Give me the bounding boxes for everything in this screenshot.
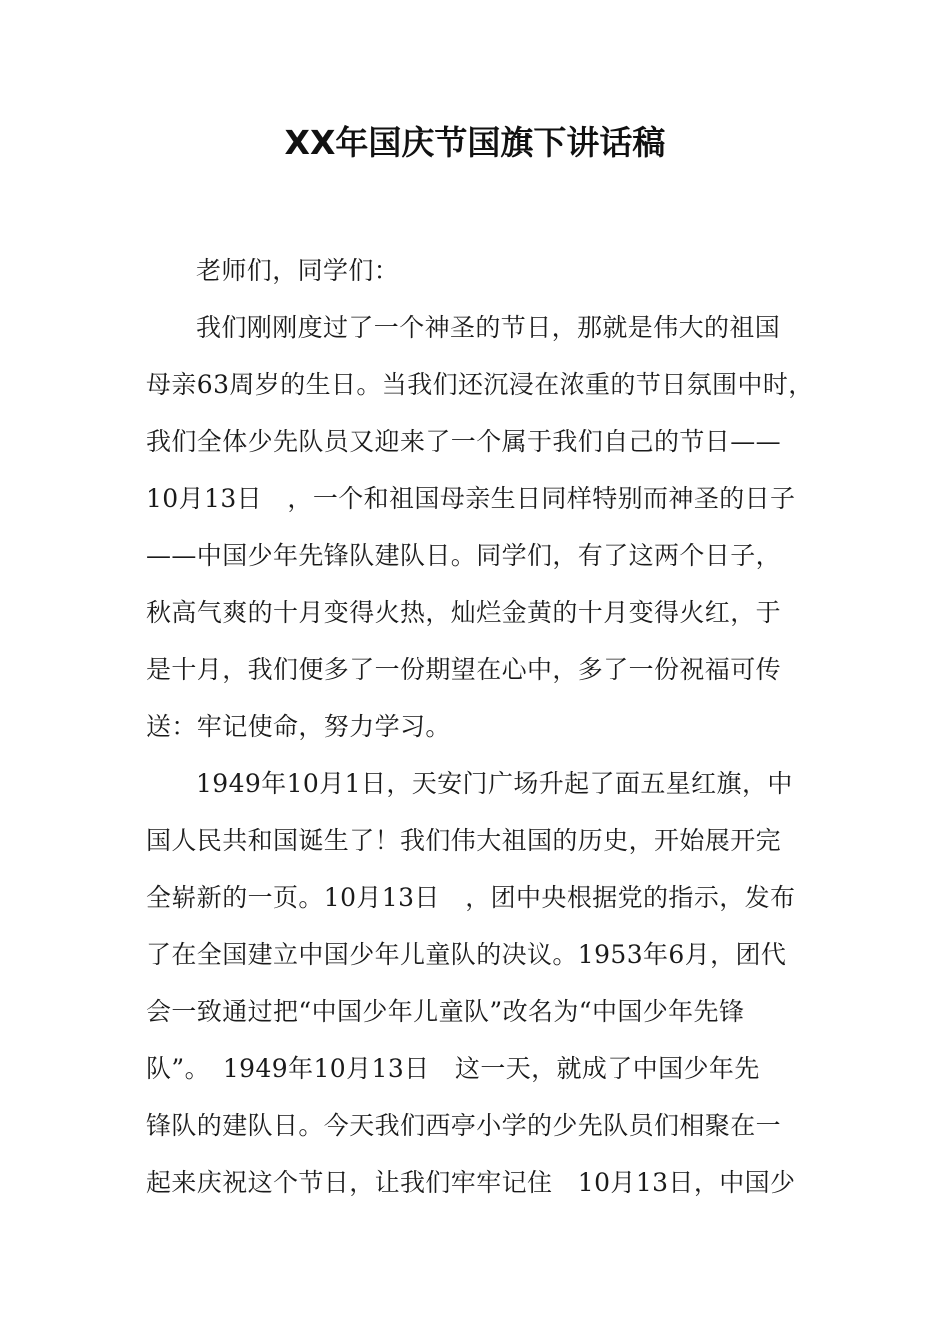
paragraph-line: 1949年10月1日，天安门广场升起了面五星红旗，中 — [196, 769, 793, 798]
document-title: XX年国庆节国旗下讲话稿 — [284, 123, 666, 162]
paragraph-line: 老师们，同学们： — [196, 256, 400, 285]
paragraph-line: 国人民共和国诞生了！我们伟大祖国的历史，开始展开完 — [146, 826, 782, 855]
paragraph-line: 我们全体少先队员又迎来了一个属于我们自己的节日—— — [146, 427, 782, 456]
paragraph-line: 锋队的建队日。今天我们西亭小学的少先队员们相聚在一 — [146, 1111, 782, 1140]
paragraph-line: 秋高气爽的十月变得火热，灿烂金黄的十月变得火红，于 — [146, 598, 782, 627]
paragraph-line: 是十月，我们便多了一份期望在心中，多了一份祝福可传 — [146, 655, 782, 684]
paragraph-line: 会一致通过把“中国少年儿童队”改名为“中国少年先锋 — [146, 997, 745, 1026]
paragraph-line: 了在全国建立中国少年儿童队的决议。1953年6月，团代 — [146, 940, 787, 969]
paragraph-line: 送：牢记使命，努力学习。 — [146, 712, 451, 741]
paragraph-line: 队”。 1949年10月13日 这一天，就成了中国少年先 — [146, 1054, 760, 1083]
paragraph-line: 起来庆祝这个节日，让我们牢牢记住 10月13日，中国少 — [146, 1168, 796, 1197]
paragraph-line: ——中国少年先锋队建队日。同学们，有了这两个日子， — [146, 541, 782, 570]
paragraph-line: 我们刚刚度过了一个神圣的节日，那就是伟大的祖国 — [196, 313, 781, 342]
paragraph-line: 母亲63周岁的生日。当我们还沉浸在浓重的节日氛围中时， — [146, 370, 814, 399]
paragraph-line: 全崭新的一页。10月13日 ，团中央根据党的指示，发布 — [146, 883, 796, 912]
paragraph-line: 10月13日 ，一个和祖国母亲生日同样特别而神圣的日子 — [146, 484, 796, 513]
